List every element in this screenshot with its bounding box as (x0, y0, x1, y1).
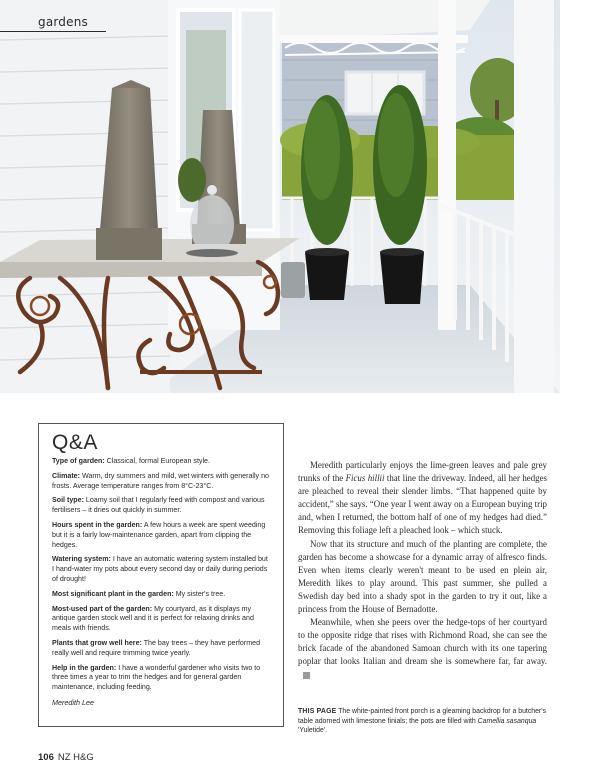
qa-signature: Meredith Lee (52, 697, 94, 707)
qa-label: Plants that grow well here: (52, 638, 142, 647)
qa-item-watering (52, 555, 271, 584)
page-number: 106 (38, 752, 54, 763)
qa-answer: The bay trees – they have performed really well and require trimming twice yearly. (52, 638, 261, 657)
body-paragraph: Now that its structure and much of the planting are complete, the garden has become a showcase for a dynamic array of alfresco finds. Even when items clearly weren't meant to be used en plein air, Meredith likes to play around. This past summer, she pulled a Swedish day bed into a shady spot in the garden to try it out, like a princess from the House of Bernadotte. (298, 538, 547, 615)
body-text: Meanwhile, when she peers over the hedge-tops of her courtyard to the opposite ridge that rises with Richmond Road, she can see the brick facade of the abandoned Samoan church with its one tapering poplar that looks Italian and dream she is somewhere far, far away. (298, 617, 547, 667)
caption-text: 'Yuletide'. (298, 727, 328, 735)
body-text: that line the driveway. Indeed, all her hedges are pleached to reveal their slender limbs. “That happened quite by accident,” she says. “One year I went away on a European buying trip and, when I returned, the bottom half of one of my hedges had died.” Removing this foliage left a pleached look – which stuck. (298, 473, 547, 536)
qa-title: Q&A (52, 431, 98, 454)
page-folio (38, 752, 94, 763)
publication-name: NZ H&G (57, 752, 94, 763)
qa-label: Watering system: (52, 555, 111, 564)
section-rule (0, 31, 106, 32)
qa-item-significant-plant (52, 590, 271, 600)
caption-italic-plant-name: Camellia sasanqua (477, 717, 537, 725)
qa-answer: A few hours a week are spent weeding but it is a fairly low-maintenance garden, apart from clipping the hedges. (52, 520, 266, 549)
section-label: gardens (38, 15, 88, 29)
body-paragraph (298, 459, 547, 538)
qa-sidebar (38, 423, 284, 727)
qa-item-plants-grow-well (52, 639, 271, 659)
qa-item-help (52, 664, 271, 693)
qa-answer: Classical, formal European style. (104, 457, 210, 465)
qa-answer: I have a wonderful gardener who visits two to three times a year to trim the hedges and for general garden maintenance, including feeding. (52, 663, 261, 692)
qa-label: Most-used part of the garden: (52, 604, 153, 613)
qa-item-climate (52, 472, 271, 492)
qa-answer: I have an automatic watering system installed but I hand-water my pots about every second day or daily during periods of drought! (52, 555, 268, 583)
qa-item-hours (52, 521, 271, 550)
qa-item-type-of-garden (52, 457, 271, 467)
caption-label: THIS PAGE (298, 708, 337, 715)
qa-answer: Warm, dry summers and mild, wet winters with generally no frosts. Average temperature ranges from 8°C-23°C. (52, 471, 269, 490)
body-text: Meredith particularly enjoys the lime-green leaves and pale grey trunks of the (298, 460, 547, 484)
qa-label: Soil type: (52, 496, 84, 505)
end-mark-icon (303, 672, 310, 679)
qa-item-most-used (52, 605, 271, 634)
photo-caption (298, 707, 550, 736)
qa-label: Type of garden: (52, 457, 105, 465)
article-body (298, 459, 547, 682)
body-italic-plant-name: Ficus hillii (345, 473, 385, 484)
qa-label: Most significant plant in the garden: (52, 589, 174, 598)
qa-answer: Loamy soil that I regularly feed with compost and various fertilisers – it dries out quickly in summer. (52, 496, 265, 515)
caption-text: The white-painted front porch is a gleaming backdrop for a butcher's table adorned with limestone finials; the pots are filled with (298, 708, 546, 725)
qa-label: Help in the garden: (52, 663, 117, 672)
body-paragraph (298, 616, 547, 681)
qa-answer: My sister's tree. (173, 589, 226, 598)
qa-label: Hours spent in the garden: (52, 520, 143, 529)
qa-answer: My courtyard, as it displays my antique garden stock well and it is perfect for relaxing drinks and meals with friends. (52, 604, 254, 633)
qa-item-soil-type (52, 496, 271, 516)
qa-label: Climate: (52, 471, 80, 480)
